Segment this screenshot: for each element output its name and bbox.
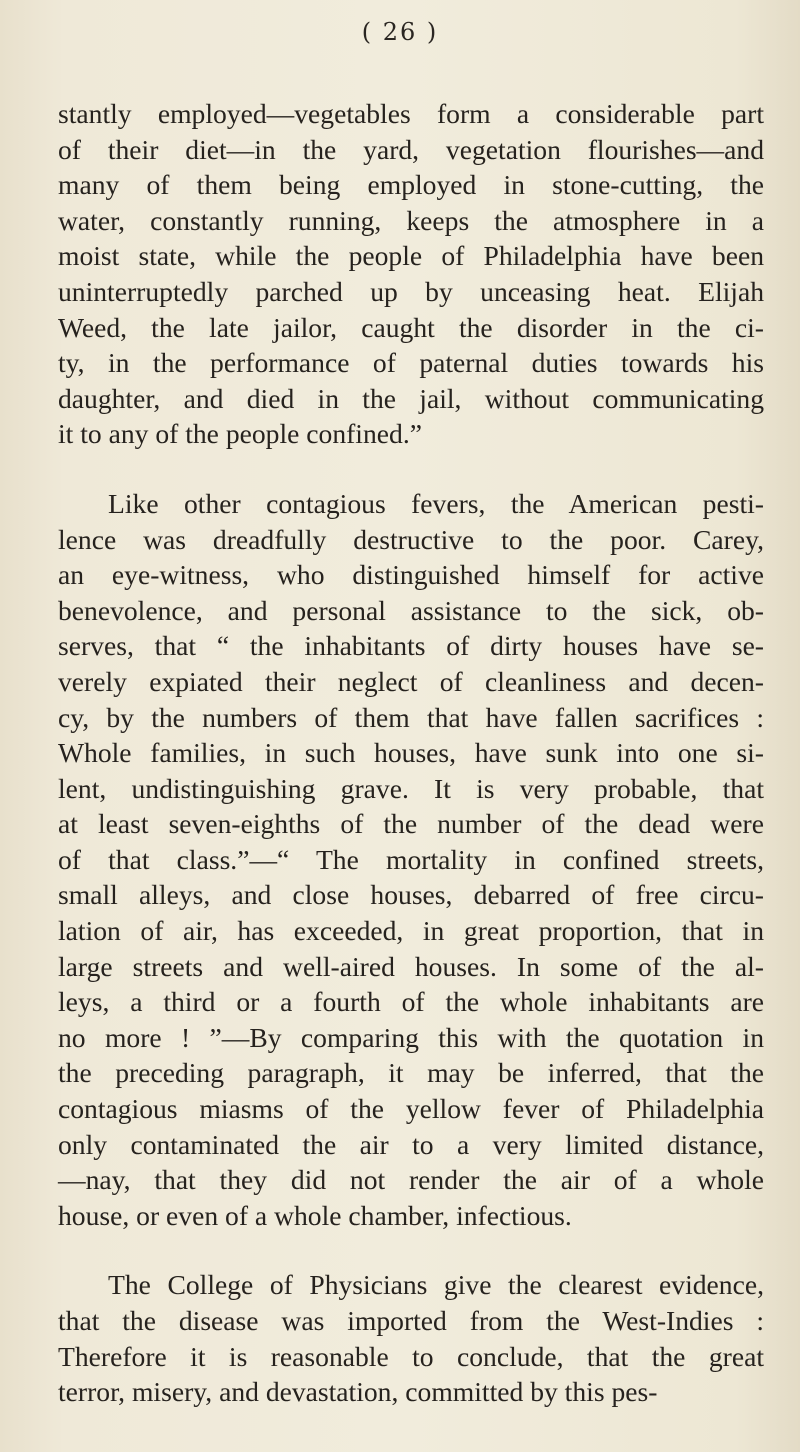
text-line: the preceding paragraph, it may be inferred, that the (58, 1057, 764, 1089)
text-line: small alleys, and close houses, debarred of free circu- (58, 879, 764, 911)
paragraph-gap (58, 1233, 764, 1267)
text-line: verely expiated their neglect of cleanliness and decen- (58, 665, 764, 697)
text-line: daughter, and died in the jail, without communicating (58, 382, 764, 414)
text-line: many of them being employed in stone-cutting, the (58, 169, 764, 201)
text-line: uninterruptedly parched up by unceasing heat. Elijah (58, 275, 764, 307)
text-line: Weed, the late jailor, caught the disorder in the ci- (58, 311, 764, 343)
text-line: it to any of the people confined.” (58, 418, 422, 450)
text-line: contagious miasms of the yellow fever of Philadelphia (58, 1093, 764, 1125)
text-line: serves, that “ the inhabitants of dirty houses have se- (58, 630, 764, 662)
text-line: terror, misery, and devastation, committed by this pes- (58, 1376, 658, 1408)
text-line: —nay, that they did not render the air of a whole (58, 1164, 764, 1196)
text-line: Therefore it is reasonable to conclude, that the great (58, 1340, 764, 1372)
text-line: only contaminated the air to a very limited distance, (58, 1128, 764, 1160)
text-line: Like other contagious fevers, the American pesti- (108, 487, 764, 519)
text-line: stantly employed—vegetables form a considerable part (58, 98, 764, 129)
text-line: moist state, while the people of Philadelphia have been (58, 240, 764, 272)
text-line: lent, undistinguishing grave. It is very probable, that (58, 772, 764, 804)
text-line: Whole families, in such houses, have sunk into one si- (58, 737, 764, 769)
text-line: of that class.”—“ The mortality in confined streets, (58, 843, 764, 875)
paragraph-2 (58, 486, 764, 1233)
text-line: benevolence, and personal assistance to the sick, ob- (58, 594, 764, 626)
paragraph-1 (58, 96, 764, 452)
text-line: at least seven-eighths of the number of the dead were (58, 808, 764, 840)
text-line: ty, in the performance of paternal duties towards his (58, 347, 764, 379)
text-line: an eye-witness, who distinguished himself for active (58, 559, 764, 591)
page-number-header: ( 26 ) (361, 18, 439, 46)
text-line: lation of air, has exceeded, in great proportion, that in (58, 915, 764, 947)
text-line: lence was dreadfully destructive to the poor. Carey, (58, 523, 764, 555)
paragraph-3 (58, 1267, 764, 1409)
text-line: no more ! ”—By comparing this with the quotation in (58, 1021, 764, 1053)
text-line: house, or even of a whole chamber, infectious. (58, 1199, 572, 1231)
paragraph-gap (58, 452, 764, 486)
text-line: that the disease was imported from the West-Indies : (58, 1305, 764, 1336)
text-line: large streets and well-aired houses. In some of the al- (58, 950, 764, 982)
text-line: cy, by the numbers of them that have fallen sacrifices : (58, 701, 764, 733)
text-line: of their diet—in the yard, vegetation flourishes—and (58, 133, 764, 165)
text-line: leys, a third or a fourth of the whole inhabitants are (58, 986, 764, 1018)
body-text (58, 96, 764, 1410)
text-line: The College of Physicians give the clearest evidence, (108, 1269, 764, 1301)
text-line: water, constantly running, keeps the atmosphere in a (58, 204, 764, 236)
